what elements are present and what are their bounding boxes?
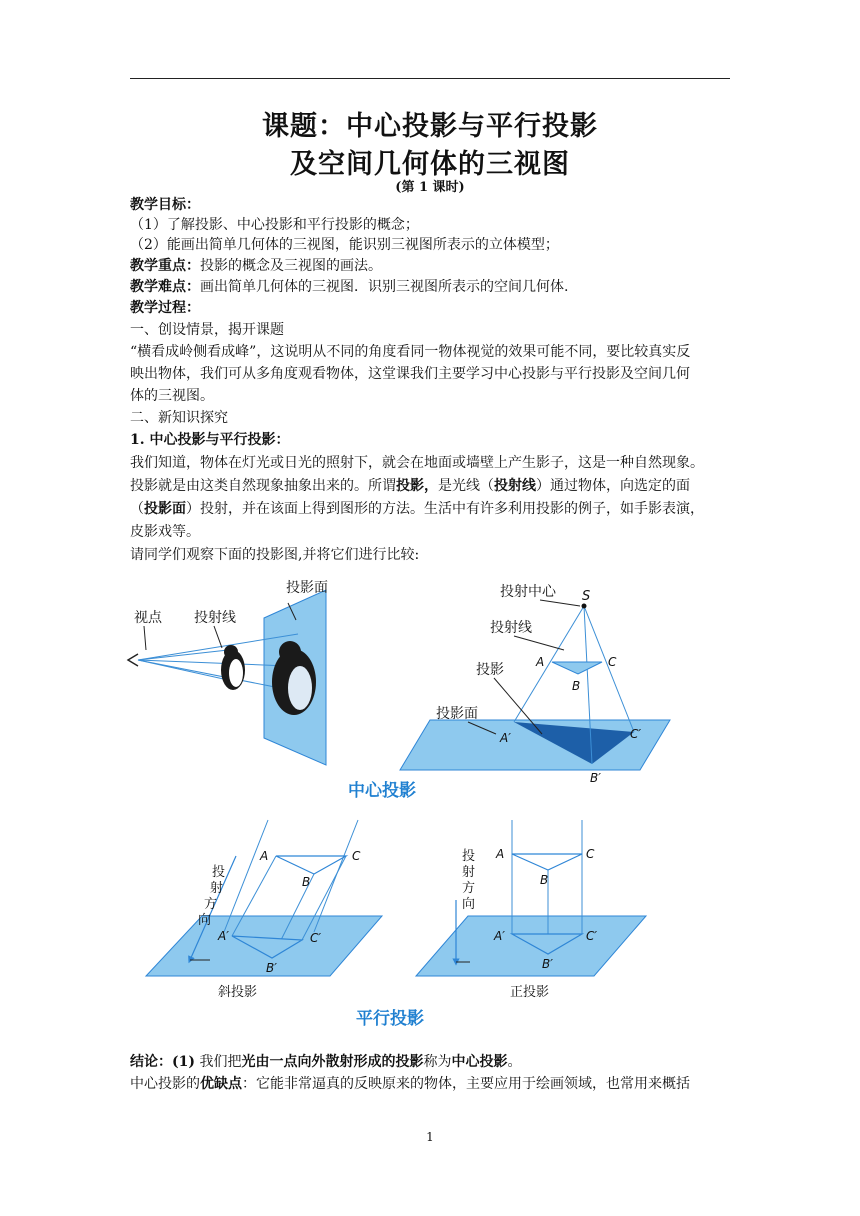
key-point <box>130 256 735 276</box>
key-point-text: 投影的概念及三视图的画法。 <box>200 258 382 274</box>
section-2-heading: 二、新知识探究 <box>130 410 228 426</box>
label-s: S <box>582 589 591 604</box>
term-pros-cons: 优缺点 <box>200 1076 242 1092</box>
label-c-oblique: C <box>352 849 361 863</box>
key-point-label: 教学重点： <box>130 258 200 274</box>
center-point-s <box>582 604 587 609</box>
panel-viewpoint-projection <box>128 579 328 765</box>
header-rule <box>130 78 730 79</box>
text-span: 中心投影的 <box>130 1076 200 1092</box>
label-a-central: A <box>536 655 545 669</box>
paragraph-line-5: 请同学们观察下面的投影图,并将它们进行比较: <box>130 547 420 563</box>
caption-ortho: 正投影 <box>510 985 550 1000</box>
label-b2-ortho: B′ <box>542 957 553 971</box>
page-title: 课题：中心投影与平行投影 <box>262 111 598 142</box>
term-central-definition: 光由一点向外散射形成的投影 <box>241 1054 424 1070</box>
penguin-small <box>221 645 245 690</box>
triangle-abc-ortho <box>512 854 582 870</box>
panel-central-projection <box>348 583 670 801</box>
difficulty <box>130 277 735 297</box>
label-dir-ortho-1: 投 <box>462 849 476 864</box>
text-span: ）投射，并在该面上得到图形的方法。生活中有许多利用投影的例子，如手影表演， <box>186 501 704 517</box>
label-c2-ortho: C′ <box>586 929 598 943</box>
label-b2-oblique: B′ <box>266 961 277 975</box>
term-plane: 投影面 <box>144 501 186 517</box>
conclusion-line-1 <box>130 1052 735 1072</box>
objective-item-2: （2）能画出简单几何体的三视图，能识别三视图所表示的立体模型； <box>130 237 559 253</box>
text-span: 。 <box>507 1054 522 1070</box>
conclusion-label: 结论：(1) <box>130 1054 195 1070</box>
label-b-oblique: B <box>302 875 311 889</box>
label-a2-central: A′ <box>500 731 511 745</box>
label-shadow: 投影 <box>476 662 504 678</box>
lesson-number: (第 1 课时) <box>395 180 465 195</box>
label-center: 投射中心 <box>500 584 556 600</box>
label-c2-central: C′ <box>630 727 642 741</box>
label-dir-1: 投 <box>212 865 226 880</box>
subsection-1-heading: 1. 中心投影与平行投影： <box>130 432 290 448</box>
label-a-ortho: A <box>496 847 505 861</box>
label-dir-ortho-2: 射 <box>462 865 476 880</box>
text-span: 我们把 <box>199 1054 242 1070</box>
term-central-projection: 中心投影 <box>451 1054 508 1070</box>
objective-item-1: （1）了解投影、中心投影和平行投影的概念； <box>130 217 419 233</box>
paragraph-line-4: 皮影戏等。 <box>130 524 200 540</box>
process-label: 教学过程： <box>130 300 200 316</box>
eye-icon <box>128 654 138 666</box>
label-dir-ortho-3: 方 <box>462 881 476 896</box>
label-ray-2: 投射线 <box>490 620 532 636</box>
paragraph-line-3 <box>130 499 735 519</box>
label-a-oblique: A <box>260 849 269 863</box>
label-viewpoint: 视点 <box>134 610 162 626</box>
projection-figure <box>118 570 678 1040</box>
caption-oblique: 斜投影 <box>218 985 258 1000</box>
text-span: 称为 <box>423 1054 452 1070</box>
text-span: ）通过物体，向选定的面 <box>536 478 690 494</box>
paragraph-line-2 <box>130 476 735 496</box>
text-span: （ <box>130 501 144 517</box>
difficulty-label: 教学难点： <box>130 279 200 295</box>
term-projection: 投影， <box>396 478 438 494</box>
paragraph-line-1: 我们知道，物体在灯光或日光的照射下，就会在地面或墙壁上产生影子，这是一种自然现象。 <box>130 455 704 471</box>
difficulty-text: 画出简单几何体的三视图．识别三视图所表示的空间几何体. <box>200 279 569 295</box>
label-projection-plane-1: 投影面 <box>286 580 328 596</box>
panel-orthographic-projection <box>416 820 646 1000</box>
intro-line-3: 体的三视图。 <box>130 388 214 404</box>
section-1-heading: 一、创设情景，揭开课题 <box>130 322 284 338</box>
label-ray-1: 投射线 <box>194 610 236 626</box>
label-b-ortho: B <box>540 873 549 887</box>
objectives-label: 教学目标： <box>130 197 200 213</box>
text-span: ：它能非常逼真的反映原来的物体，主要应用于绘画领域，也常用来概括 <box>242 1076 690 1092</box>
panel-oblique-projection <box>146 820 382 1000</box>
ortho-plane <box>416 916 646 976</box>
label-projection-plane-2: 投影面 <box>436 706 478 722</box>
text-span: 投影就是由这类自然现象抽象出来的。所谓 <box>130 478 396 494</box>
intro-line-2: 映出物体，我们可从多角度观看物体，这堂课我们主要学习中心投影与平行投影及空间几何 <box>130 366 690 382</box>
label-a2-oblique: A′ <box>218 929 229 943</box>
intro-line-1: “横看成岭侧看成峰”，这说明从不同的角度看同一物体视觉的效果可能不同，要比较真实反 <box>130 344 691 360</box>
page-title-line2: 及空间几何体的三视图 <box>290 149 570 180</box>
label-dir-2: 射 <box>210 881 224 896</box>
triangle-abc-oblique <box>276 856 346 874</box>
text-span: 是光线（ <box>438 478 494 494</box>
label-b2-central: B′ <box>590 771 601 785</box>
label-dir-ortho-4: 向 <box>462 897 476 912</box>
label-c-central: C <box>608 655 617 669</box>
label-dir-4: 向 <box>198 913 212 928</box>
triangle-abc-central <box>552 662 602 674</box>
caption-parallel: 平行投影 <box>356 1009 424 1029</box>
page-number: 1 <box>426 1130 434 1144</box>
label-dir-3: 方 <box>204 897 218 912</box>
conclusion-line-2 <box>130 1074 735 1094</box>
label-c2-oblique: C′ <box>310 931 322 945</box>
term-ray: 投射线 <box>494 478 536 494</box>
caption-central: 中心投影 <box>348 781 416 801</box>
label-b-central: B <box>572 679 581 693</box>
label-c-ortho: C <box>586 847 595 861</box>
label-a2-ortho: A′ <box>494 929 505 943</box>
